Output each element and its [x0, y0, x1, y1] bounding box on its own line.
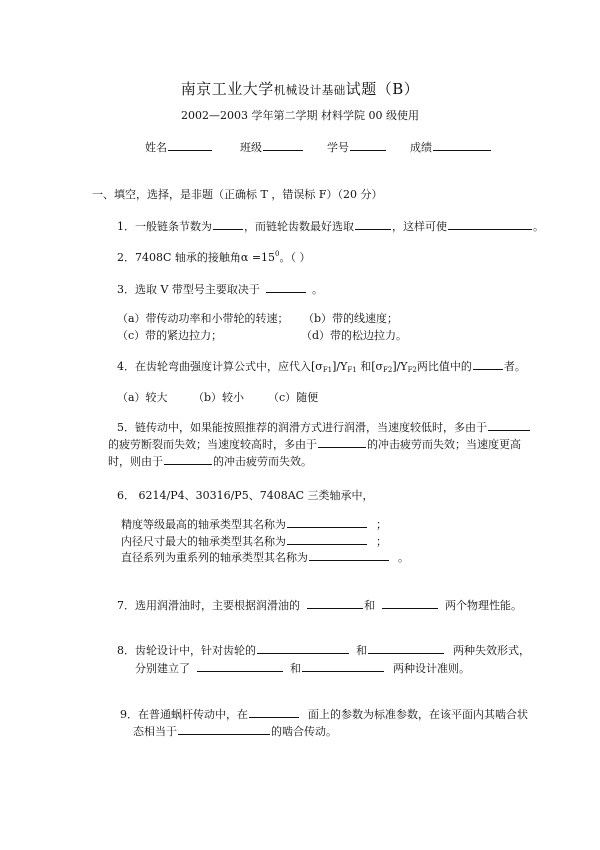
question-3: [117, 281, 323, 297]
q6-end-3: 。: [398, 551, 409, 564]
q3-text-a: 3．选取 V 带型号主要取决于: [117, 283, 260, 296]
q9-text-4: 的啮合传动。: [271, 725, 337, 738]
title-university: 南京工业大学: [180, 80, 274, 98]
q1-blank-1[interactable]: [213, 218, 243, 230]
question-5-line-3: [108, 453, 312, 470]
title-course: 机械设计基础: [273, 83, 346, 97]
student-info-row: [145, 139, 492, 155]
question-6: 6． 6214/P4、30316/P5、7408AC 三类轴承中，: [117, 489, 374, 502]
q5-text-3: 的冲击疲劳而失效；当速度更高: [367, 438, 521, 451]
exam-title: [0, 78, 600, 99]
q7-text-b: 和: [364, 599, 375, 612]
q6-end-2: ；: [376, 535, 387, 548]
q8-text-2: 和: [356, 644, 367, 657]
q1-text-b: ，而链轮齿数最好选取: [244, 220, 354, 233]
q2-degree: 0: [275, 250, 280, 258]
q7-blank-2[interactable]: [382, 597, 438, 609]
student-id-field[interactable]: [350, 139, 386, 151]
q6-blank-1[interactable]: [287, 516, 367, 528]
q1-blank-3[interactable]: [448, 218, 532, 230]
q6-blank-2[interactable]: [287, 533, 367, 545]
class-field[interactable]: [263, 139, 303, 151]
title-tail: 试题（B）: [345, 80, 420, 98]
q4-text-a: 4．在齿轮弯曲强度计算公式中，应代入[σ: [117, 360, 323, 373]
q8-text-6: 两种设计准则。: [393, 662, 470, 675]
question-9-line-1: [120, 706, 528, 722]
score-field[interactable]: [433, 139, 491, 151]
q9-text-1: 9．在普通蜗杆传动中，在: [120, 708, 248, 721]
q3-option-b[interactable]: （b）带的线速度；: [303, 312, 399, 325]
q8-text-1: 8．齿轮设计中，针对齿轮的: [117, 644, 256, 657]
q3-blank[interactable]: [266, 281, 306, 293]
q5-text-5: 的冲击疲劳而失效。: [213, 455, 312, 468]
q1-text-c: ，这样可使: [392, 220, 447, 233]
q4-sub-1: F1: [322, 366, 333, 374]
q6-text-1: 精度等级最高的轴承类型其名称为: [121, 518, 286, 531]
question-2: [117, 249, 311, 265]
q5-text-1: 5．链传动中，如果能按照推荐的润滑方式进行润滑，当速度较低时，多由于: [117, 421, 487, 434]
q5-blank-3[interactable]: [164, 453, 212, 465]
q6-line-3: [121, 549, 409, 565]
q7-text-c: 两个物理性能。: [445, 599, 522, 612]
q7-blank-1[interactable]: [307, 597, 363, 609]
q8-text-4: 分别建立了: [135, 662, 190, 675]
q4-option-a[interactable]: （a）较大: [117, 391, 168, 404]
question-9-line-2: [133, 723, 337, 739]
q4-text-e: 两比值中的: [416, 360, 472, 373]
score-label: 成绩: [410, 141, 432, 154]
q1-text-a: 1．一般链条节数为: [117, 220, 212, 233]
q8-blank-4[interactable]: [302, 660, 384, 672]
class-label: 班级: [240, 141, 262, 154]
q6-text-3: 直径系列为重系列的轴承类型其名称为: [121, 551, 308, 564]
q2-text-a: 2．7408C 轴承的接触角α =15: [117, 251, 276, 264]
q4-sub-2: F1: [347, 366, 357, 374]
question-4: [117, 358, 526, 374]
q8-blank-1[interactable]: [257, 642, 349, 654]
q4-option-c[interactable]: （c）随便: [268, 391, 319, 404]
q3-option-a[interactable]: （a）带传动功率和小带轮的转速；: [117, 312, 289, 325]
q3-option-c[interactable]: （c）带的紧边拉力；: [117, 329, 223, 342]
q8-blank-2[interactable]: [368, 642, 444, 654]
q8-blank-3[interactable]: [197, 660, 283, 672]
exam-subtitle: 2002—2003 学年第二学期 材料学院 00 级使用: [181, 109, 419, 122]
question-8-line-2: [135, 660, 470, 676]
q9-blank-2[interactable]: [178, 723, 270, 735]
question-5-line-1: [117, 419, 531, 436]
name-field[interactable]: [168, 139, 212, 151]
q5-blank-1[interactable]: [488, 419, 530, 431]
q4-text-d: ]/Y: [392, 360, 408, 373]
q8-text-3: 两种失效形式，: [453, 644, 530, 657]
q6-blank-3[interactable]: [309, 549, 389, 561]
q4-blank[interactable]: [473, 358, 503, 370]
question-5-line-2: [108, 436, 521, 453]
q4-sub-3: F2: [383, 366, 393, 374]
question-7: [117, 597, 522, 613]
student-id-label: 学号: [327, 141, 349, 154]
q9-text-3: 态相当于: [133, 725, 177, 738]
q4-option-b[interactable]: （b）较小: [193, 391, 245, 404]
q4-sub-4: F2: [407, 366, 417, 374]
q4-text-f: 者。: [503, 360, 526, 373]
q3-option-d[interactable]: （d）带的松边拉力。: [301, 329, 408, 342]
q5-text-4: 时，则由于: [108, 455, 163, 468]
q4-text-b: ]/Y: [332, 360, 348, 373]
q6-text-2: 内径尺寸最大的轴承类型其名称为: [121, 535, 286, 548]
question-1: [117, 218, 544, 234]
q6-line-2: [121, 533, 387, 549]
q3-text-b: 。: [311, 283, 323, 296]
question-8-line-1: [117, 642, 530, 658]
name-label: 姓名: [145, 141, 167, 154]
q1-text-d: 。: [533, 220, 544, 233]
q5-blank-2[interactable]: [318, 436, 366, 448]
q9-text-2: 面上的参数为标准参数，在该平面内其啮合状: [308, 708, 528, 721]
q7-text-a: 7．选用润滑油时，主要根据润滑油的: [117, 599, 300, 612]
q6-line-1: [121, 516, 387, 532]
q1-blank-2[interactable]: [355, 218, 391, 230]
section-heading: 一、填空，选择，是非题（正确标 T ，错误标 F）（20 分）: [92, 188, 383, 201]
q6-end-1: ；: [376, 518, 387, 531]
q5-text-2: 的疲劳断裂而失效；当速度较高时，多由于: [108, 438, 317, 451]
q8-text-5: 和: [290, 662, 301, 675]
q9-blank-1[interactable]: [249, 706, 299, 718]
q4-text-c: 和[σ: [356, 360, 383, 373]
q2-text-b: 。（ ）: [279, 251, 311, 264]
